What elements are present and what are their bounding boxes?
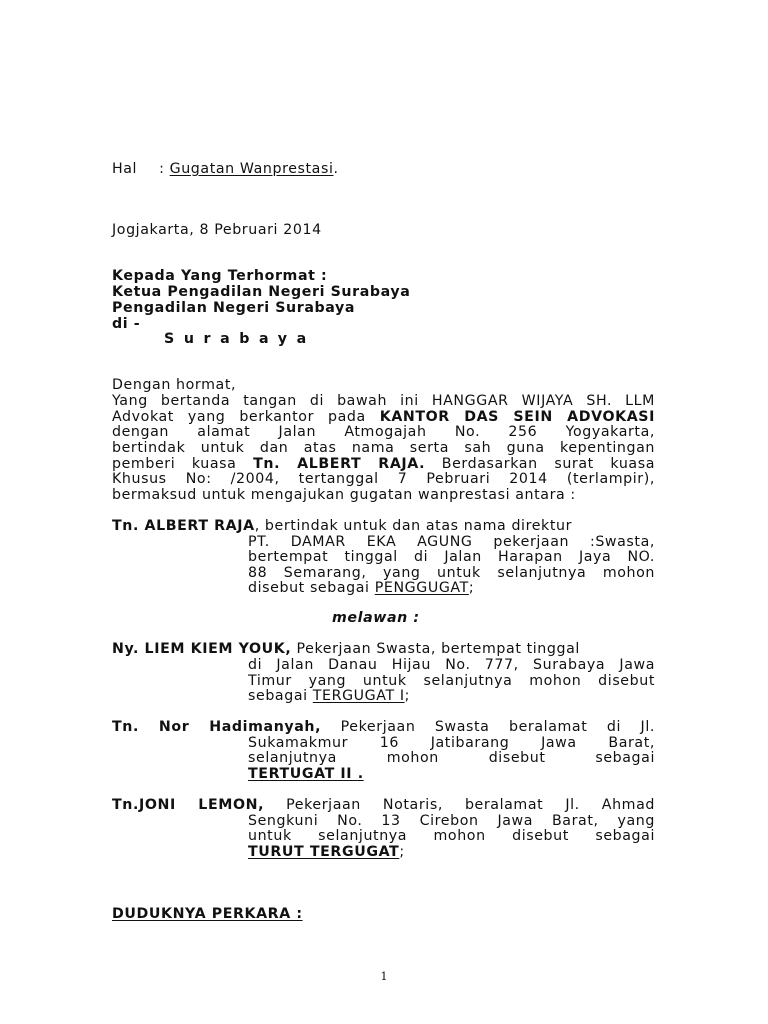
defendant1-name: Ny. LIEM KIEM YOUK, bbox=[112, 641, 292, 657]
intro-line-2-text: Advokat yang berkantor pada bbox=[112, 409, 380, 425]
recipient-greeting: Kepada Yang Terhormat : bbox=[112, 268, 328, 284]
codefendant-line-3: untuk selanjutnya mohon disebut sebagai bbox=[248, 828, 655, 844]
intro-line-5-text: pemberi kuasa bbox=[112, 456, 254, 472]
defendant1-line-2: di Jalan Danau Hijau No. 777, Surabaya Jawa bbox=[248, 657, 655, 673]
plaintiff-line-2: PT. DAMAR EKA AGUNG pekerjaan :Swasta, bbox=[248, 534, 655, 550]
intro-line-5 bbox=[112, 456, 655, 472]
subject-dot: . bbox=[333, 161, 339, 177]
plaintiff-line-3: bertempat tinggal di Jalan Harapan Jaya NO. bbox=[248, 549, 655, 565]
intro-line-2 bbox=[112, 409, 655, 425]
recipient-line-2: Pengadilan Negeri Surabaya bbox=[112, 300, 356, 316]
codefendant-role: TURUT TERGUGAT bbox=[248, 844, 400, 860]
plaintiff-line-4: 88 Semarang, yang untuk selanjutnya mohon bbox=[248, 565, 655, 581]
recipient-line-1: Ketua Pengadilan Negeri Surabaya bbox=[112, 284, 411, 300]
plaintiff-desc-1: , bertindak untuk dan atas nama direktur bbox=[254, 518, 573, 534]
defendant1-line-4 bbox=[248, 688, 655, 704]
defendant1-desc-1: Pekerjaan Swasta, bertempat tinggal bbox=[291, 641, 580, 657]
intro-line-1: Yang bertanda tangan di bawah ini HANGGAR WIJAYA SH. LLM bbox=[112, 393, 655, 409]
recipient-city: Surabaya bbox=[164, 331, 316, 347]
codefendant-line-1 bbox=[112, 797, 655, 813]
defendant2-line-1 bbox=[112, 719, 655, 735]
codefendant-line-4 bbox=[248, 844, 655, 860]
subject-separator: : bbox=[159, 161, 165, 177]
law-office-name: KANTOR DAS SEIN ADVOKASI bbox=[379, 409, 655, 425]
defendant2-word-3: disebut bbox=[488, 750, 546, 766]
defendant1-line-1 bbox=[112, 641, 580, 657]
intro-line-6: Khusus No: /2004, tertanggal 7 Pebruari 2014 (terlampir), bbox=[112, 471, 655, 487]
defendant2-role: TERTUGAT II . bbox=[248, 766, 364, 782]
defendant1-line-3: Timur yang untuk selanjutnya mohon disebut bbox=[248, 673, 655, 689]
client-name: Tn. ALBERT RAJA. bbox=[253, 456, 426, 472]
defendant2-desc-1: Pekerjaan Swasta beralamat di Jl. bbox=[321, 719, 655, 735]
plaintiff-semicolon: ; bbox=[468, 580, 475, 596]
defendant1-semicolon: ; bbox=[404, 688, 410, 704]
defendant2-line-2: Sukamakmur 16 Jatibarang Jawa Barat, bbox=[248, 735, 655, 751]
intro-line-5-rest: Berdasarkan surat kuasa bbox=[425, 456, 655, 472]
defendant1-role: TERGUGAT I bbox=[312, 688, 405, 704]
defendant1-desc-4: sebagai bbox=[248, 688, 313, 704]
plaintiff-name: Tn. ALBERT RAJA bbox=[112, 518, 255, 534]
subject-text: Gugatan Wanprestasi bbox=[169, 161, 334, 177]
intro-line-7: bermaksud untuk mengajukan gugatan wanprestasi antara : bbox=[112, 487, 576, 503]
section-heading: DUDUKNYA PERKARA : bbox=[112, 906, 303, 922]
plaintiff-line-1 bbox=[112, 518, 572, 534]
versus-label: melawan : bbox=[332, 610, 420, 626]
subject-label: Hal bbox=[112, 161, 138, 177]
plaintiff-line-5 bbox=[248, 580, 655, 596]
codefendant-desc-1: Pekerjaan Notaris, beralamat Jl. Ahmad bbox=[264, 797, 655, 813]
defendant2-word-2: mohon bbox=[386, 750, 439, 766]
defendant2-word-4: sebagai bbox=[595, 750, 655, 766]
codefendant-semicolon: ; bbox=[399, 844, 405, 860]
defendant2-name: Tn. Nor Hadimanyah, bbox=[112, 719, 322, 735]
intro-line-4: bertindak untuk dan atas nama serta sah guna kepentingan bbox=[112, 440, 655, 456]
codefendant-name: Tn.JONI LEMON, bbox=[112, 797, 265, 813]
defendant2-word-1: selanjutnya bbox=[248, 750, 337, 766]
recipient-line-3: di - bbox=[112, 316, 141, 332]
defendant2-line-3 bbox=[248, 750, 655, 766]
codefendant-line-2: Sengkuni No. 13 Cirebon Jawa Barat, yang bbox=[248, 813, 655, 829]
salutation: Dengan hormat, bbox=[112, 377, 237, 393]
plaintiff-role: PENGGUGAT bbox=[374, 580, 469, 596]
subject-line bbox=[112, 161, 339, 177]
defendant2-line-4 bbox=[248, 766, 655, 782]
plaintiff-desc-5: disebut sebagai bbox=[248, 580, 375, 596]
intro-line-3: dengan alamat Jalan Atmogajah No. 256 Yogyakarta, bbox=[112, 424, 655, 440]
letter-date: Jogjakarta, 8 Pebruari 2014 bbox=[112, 222, 322, 238]
page-number: 1 bbox=[380, 970, 388, 983]
